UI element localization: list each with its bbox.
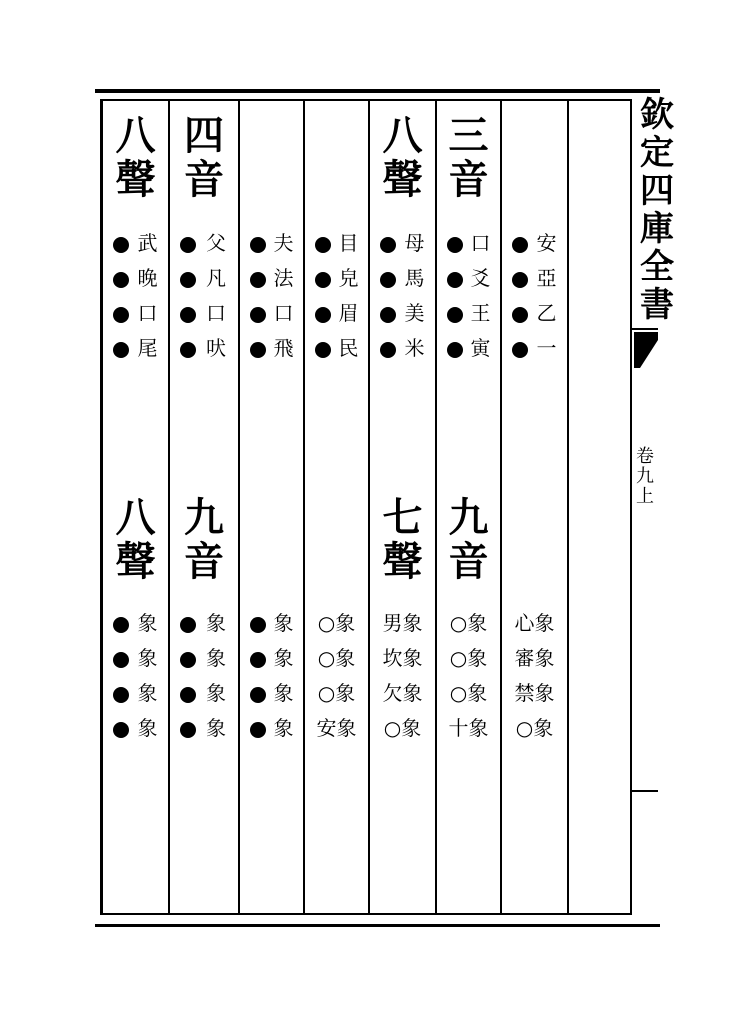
entry-char: 爻: [470, 266, 491, 290]
char-group: [123, 613, 173, 753]
entry-char: ○象: [449, 681, 488, 705]
heading-char: 三: [448, 112, 489, 159]
entry-char: 象: [137, 681, 158, 705]
top-border: [95, 89, 660, 93]
heading-char: 音: [448, 538, 489, 585]
char-group: [510, 613, 560, 753]
entry-char: 武: [137, 231, 158, 255]
entry-char: 安象: [316, 716, 357, 740]
text-column: [103, 100, 168, 915]
entry-char: 王: [470, 301, 491, 325]
text-column: [240, 100, 303, 915]
entry-char: 皃: [338, 266, 359, 290]
fish-tail-mark-icon: [634, 332, 658, 368]
entry-char: 審象: [514, 646, 555, 670]
volume-char: 九: [636, 466, 654, 487]
heading: [444, 112, 494, 204]
entry-char: 象: [206, 611, 226, 635]
heading-char: 八: [115, 494, 156, 541]
char-group: [444, 613, 494, 753]
text-column: [170, 100, 238, 915]
entry-char: 乙: [536, 301, 557, 325]
column-divider: [567, 99, 569, 915]
entry-char: 象: [206, 716, 226, 740]
entry-char: 口: [137, 301, 158, 325]
char-group: [259, 233, 309, 373]
entry-char: 一: [536, 336, 557, 360]
entry-char: 象: [273, 646, 294, 670]
heading-char: 聲: [382, 156, 423, 203]
title-char: 全: [640, 247, 674, 287]
char-group: [378, 613, 428, 753]
heading-char: 九: [184, 494, 224, 541]
title-char: 書: [640, 285, 674, 325]
heading-char: 七: [382, 494, 423, 541]
heading: [179, 112, 229, 204]
volume-char: 上: [636, 486, 654, 507]
title-char: 定: [640, 133, 674, 173]
margin-divider-top: [632, 328, 658, 330]
text-column: [305, 100, 368, 915]
entry-char: 象: [137, 716, 158, 740]
entry-char: ○象: [317, 611, 356, 635]
heading: [179, 494, 229, 586]
entry-char: 安: [536, 231, 557, 255]
text-column: [437, 100, 500, 915]
entry-char: ○象: [317, 646, 356, 670]
heading-char: 聲: [115, 156, 156, 203]
char-group: [522, 233, 572, 373]
entry-char: 民: [338, 336, 359, 360]
entry-char: 寅: [470, 336, 491, 360]
heading-char: 音: [448, 156, 489, 203]
text-column: [502, 100, 567, 915]
entry-char: ○象: [383, 716, 422, 740]
entry-char: 象: [273, 611, 294, 635]
entry-char: 象: [206, 681, 226, 705]
bottom-border-outer: [95, 924, 660, 927]
title-char: 四: [640, 171, 674, 211]
entry-char: 象: [273, 716, 294, 740]
entry-char: 口: [273, 301, 294, 325]
entry-char: 心象: [514, 611, 555, 635]
entry-char: 禁象: [514, 681, 555, 705]
entry-char: 男象: [382, 611, 423, 635]
entry-char: 眉: [338, 301, 359, 325]
volume-char: 卷: [636, 446, 654, 467]
book-title: [640, 95, 674, 326]
char-group: [390, 233, 440, 373]
entry-char: 法: [273, 266, 294, 290]
entry-char: ○象: [317, 681, 356, 705]
entry-char: 晚: [137, 266, 158, 290]
heading: [111, 494, 161, 586]
entry-char: 象: [137, 611, 158, 635]
heading: [444, 494, 494, 586]
entry-char: 夫: [273, 231, 294, 255]
entry-char: ○象: [449, 646, 488, 670]
entry-char: 父: [206, 231, 226, 255]
title-char: 欽: [640, 95, 674, 135]
entry-char: 目: [338, 231, 359, 255]
entry-char: 美: [404, 301, 425, 325]
heading: [378, 112, 428, 204]
entry-char: 飛: [273, 336, 294, 360]
entry-char: 米: [404, 336, 425, 360]
char-group: [456, 233, 506, 373]
entry-char: 象: [206, 646, 226, 670]
entry-char: 十象: [448, 716, 489, 740]
heading-char: 聲: [115, 538, 156, 585]
heading-char: 音: [184, 156, 224, 203]
entry-char: 尾: [137, 336, 158, 360]
entry-char: 母: [404, 231, 425, 255]
heading: [111, 112, 161, 204]
heading-char: 音: [184, 538, 224, 585]
char-group: [123, 233, 173, 373]
char-group: [259, 613, 309, 753]
title-char: 庫: [640, 209, 674, 249]
entry-char: 欠象: [382, 681, 423, 705]
char-group: [191, 233, 241, 373]
heading-char: 聲: [382, 538, 423, 585]
entry-char: 象: [273, 681, 294, 705]
heading-char: 九: [448, 494, 489, 541]
entry-char: 坎象: [382, 646, 423, 670]
char-group: [324, 233, 374, 373]
right-border: [630, 99, 632, 915]
text-column: [370, 100, 435, 915]
volume-label: [636, 448, 654, 508]
heading-char: 八: [382, 112, 423, 159]
entry-char: 亞: [536, 266, 557, 290]
entry-char: 凡: [206, 266, 226, 290]
entry-char: 吠: [206, 336, 226, 360]
heading: [378, 494, 428, 586]
char-group: [191, 613, 241, 753]
margin-divider-bottom: [632, 790, 658, 792]
char-group: [312, 613, 362, 753]
entry-char: 口: [470, 231, 491, 255]
entry-char: ○象: [449, 611, 488, 635]
entry-char: 象: [137, 646, 158, 670]
entry-char: 口: [206, 301, 226, 325]
heading-char: 四: [184, 112, 224, 159]
entry-char: 馬: [404, 266, 425, 290]
entry-char: ○象: [515, 716, 554, 740]
heading-char: 八: [115, 112, 156, 159]
